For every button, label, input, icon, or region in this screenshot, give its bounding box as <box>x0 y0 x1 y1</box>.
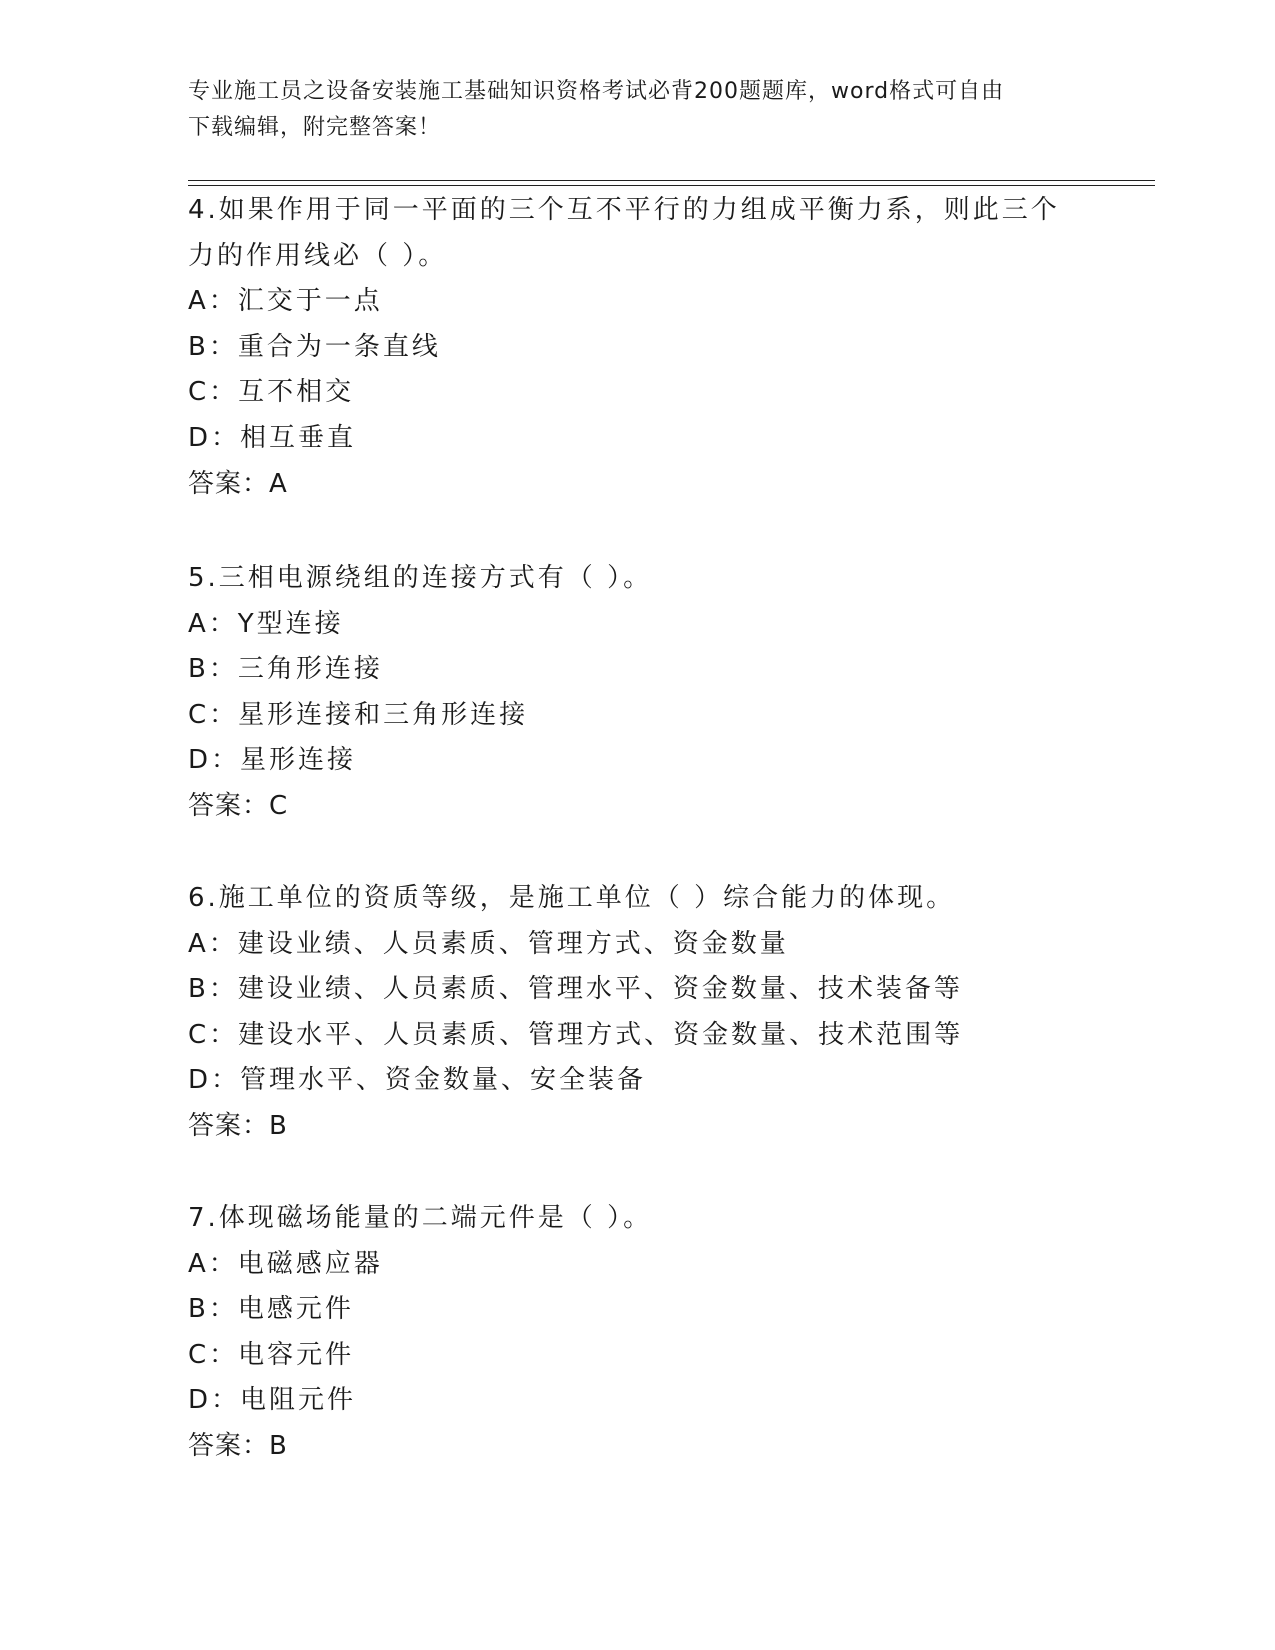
option-b: B：电感元件 <box>188 1294 354 1325</box>
question-block <box>188 876 1108 1150</box>
option-c: C：电容元件 <box>188 1339 355 1370</box>
question-stem: 5.三相电源绕组的连接方式有（ ）。 <box>188 563 653 593</box>
question-block <box>188 188 1108 507</box>
option-b: B：重合为一条直线 <box>188 331 441 362</box>
option-c: C：互不相交 <box>188 377 355 408</box>
document-header <box>188 74 1088 146</box>
option-c: C：星形连接和三角形连接 <box>188 699 529 730</box>
question-block <box>188 556 1108 830</box>
answer-text: 答案：C <box>188 790 289 821</box>
question-stem: 4.如果作用于同一平面的三个互不平行的力组成平衡力系，则此三个力的作用线必（ ）。 <box>188 195 1060 271</box>
answer-text: 答案：B <box>188 1110 288 1141</box>
option-a: A：汇交于一点 <box>188 286 383 317</box>
option-b: B：三角形连接 <box>188 654 383 685</box>
header-divider-bottom <box>188 185 1155 186</box>
option-d: D：相互垂直 <box>188 422 357 453</box>
option-c: C：建设水平、人员素质、管理方式、资金数量、技术范围等 <box>188 1019 964 1050</box>
option-a: A：电磁感应器 <box>188 1248 383 1279</box>
answer-text: 答案：A <box>188 468 288 499</box>
option-a: A：建设业绩、人员素质、管理方式、资金数量 <box>188 928 789 959</box>
question-stem: 7.体现磁场能量的二端元件是（ ）。 <box>188 1203 653 1233</box>
header-line-2: 下载编辑，附完整答案！ <box>188 115 442 140</box>
option-d: D：管理水平、资金数量、安全装备 <box>188 1065 647 1096</box>
option-b: B：建设业绩、人员素质、管理水平、资金数量、技术装备等 <box>188 974 963 1005</box>
header-divider-top <box>188 180 1155 181</box>
answer-text: 答案：B <box>188 1430 288 1461</box>
option-d: D：星形连接 <box>188 745 357 776</box>
option-d: D：电阻元件 <box>188 1385 357 1416</box>
question-stem: 6.施工单位的资质等级，是施工单位（ ）综合能力的体现。 <box>188 883 956 913</box>
option-a: A：Y型连接 <box>188 608 344 639</box>
header-line-1: 专业施工员之设备安装施工基础知识资格考试必背200题题库，word格式可自由 <box>188 79 1005 104</box>
question-block <box>188 1196 1108 1470</box>
